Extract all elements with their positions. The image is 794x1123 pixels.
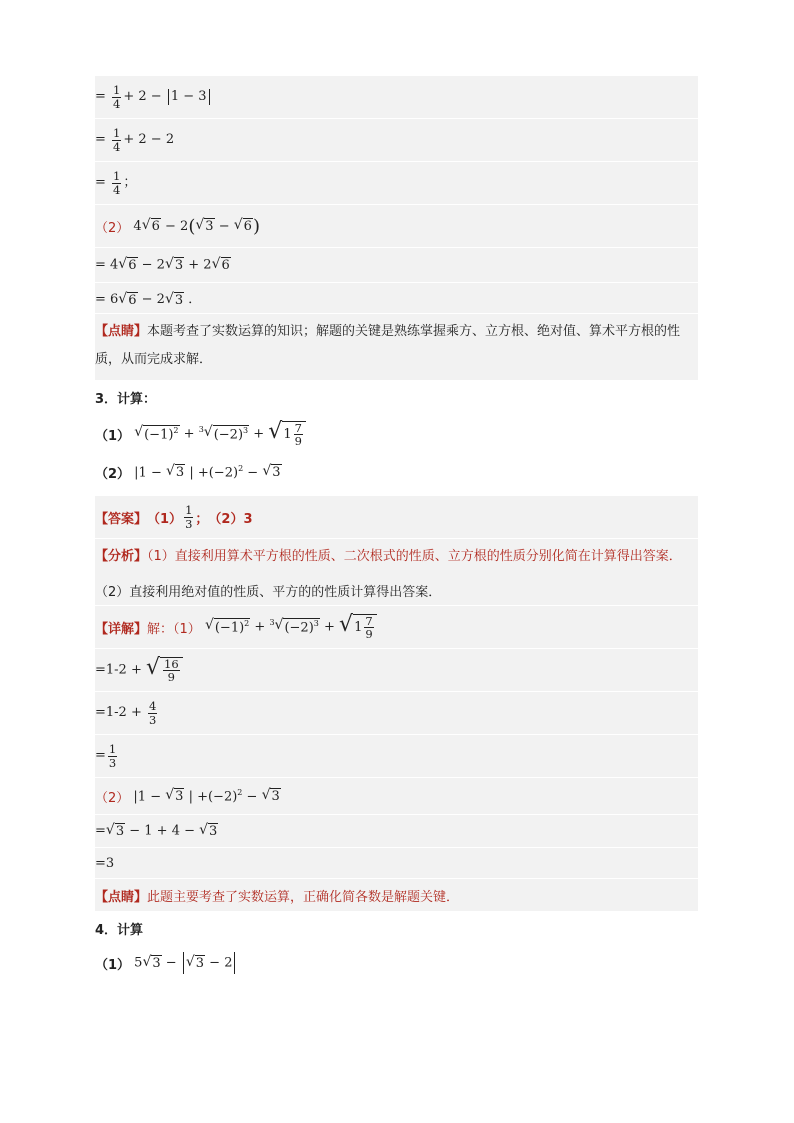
document-page (95, 76, 698, 981)
question-3-part-2: （2） |1 − √ 3 | $+(-2)^2$ − √ 3 (95, 463, 281, 482)
question-4-part-1: （1） 5 √ 3 − √ 3 − 2 (95, 945, 698, 981)
note-text: 本题考查了实数运算的知识；解题的关键是熟练掌握乘方、立方根、绝对值、算术平方根的性质，从而完成求解． (95, 324, 681, 367)
step-line-3: = $\frac{1}{4}$ ； (95, 162, 698, 205)
detail-step-1: =1-2 + √ $\frac{16}{9}$ (95, 649, 698, 692)
detail-line: 【详解】 解：（1） √ $(-1)^2$ + $^3$ √ $(-2)^3$ + √ 1 $\frac{7}{9}$ (95, 606, 698, 649)
solution-block-1 (95, 76, 698, 380)
analysis-block: 【分析】（1）直接利用算术平方根的性质、二次根式的性质、立方根的性质分别化简在计算得出答案． (95, 549, 682, 564)
step-line-2: = $\frac{1}{4}$ + 2 − 2 (95, 119, 698, 162)
detail-step-5: =3 (95, 848, 698, 879)
note-tag: 【点睛】 (95, 324, 148, 339)
analysis-part-2: （2）直接利用绝对值的性质、平方的的性质计算得出答案． (95, 575, 698, 606)
step-line-5: = 4 √ 6 − 2 √ 3 + 2 √ 6 (95, 248, 698, 283)
part-2-expression: （2） 4 √ 6 − 2( √ 3 − √ 6 ) (95, 205, 698, 248)
question-3-part-1: （1） √ $(-1)^2$ + $^3$ √ $(-2)^3$ + √ 1 $\frac{7}{9}$ (95, 414, 698, 454)
step-line-1: = $\frac{1}{4}$ + 2 − 1 − 3 (95, 76, 698, 119)
detail-step-3: = $\frac{1}{3}$ (95, 735, 698, 778)
answer-line: 【答案】 （1） $\frac{1}{3}$ ； （2）3 (95, 496, 698, 539)
detail-part-2: （2） |1 − √ 3 | $+(-2)^2$ − √ 3 (95, 778, 698, 815)
detail-step-4: = √ 3 − 1 + 4 − √ 3 (95, 815, 698, 848)
solution-block-3 (95, 496, 698, 911)
question-3-title: 3．计算： (95, 391, 157, 407)
note-block-3: 【点睛】 此题主要考查了实数运算，正确化简各数是解题关键． (95, 889, 460, 905)
note-block-1 (95, 314, 698, 380)
detail-step-2: =1-2 + $\frac{4}{3}$ (95, 692, 698, 735)
question-4-title: 4．计算 (95, 922, 144, 938)
step-line-6: = 6 √ 6 − 2 √ 3 ． (95, 283, 698, 314)
